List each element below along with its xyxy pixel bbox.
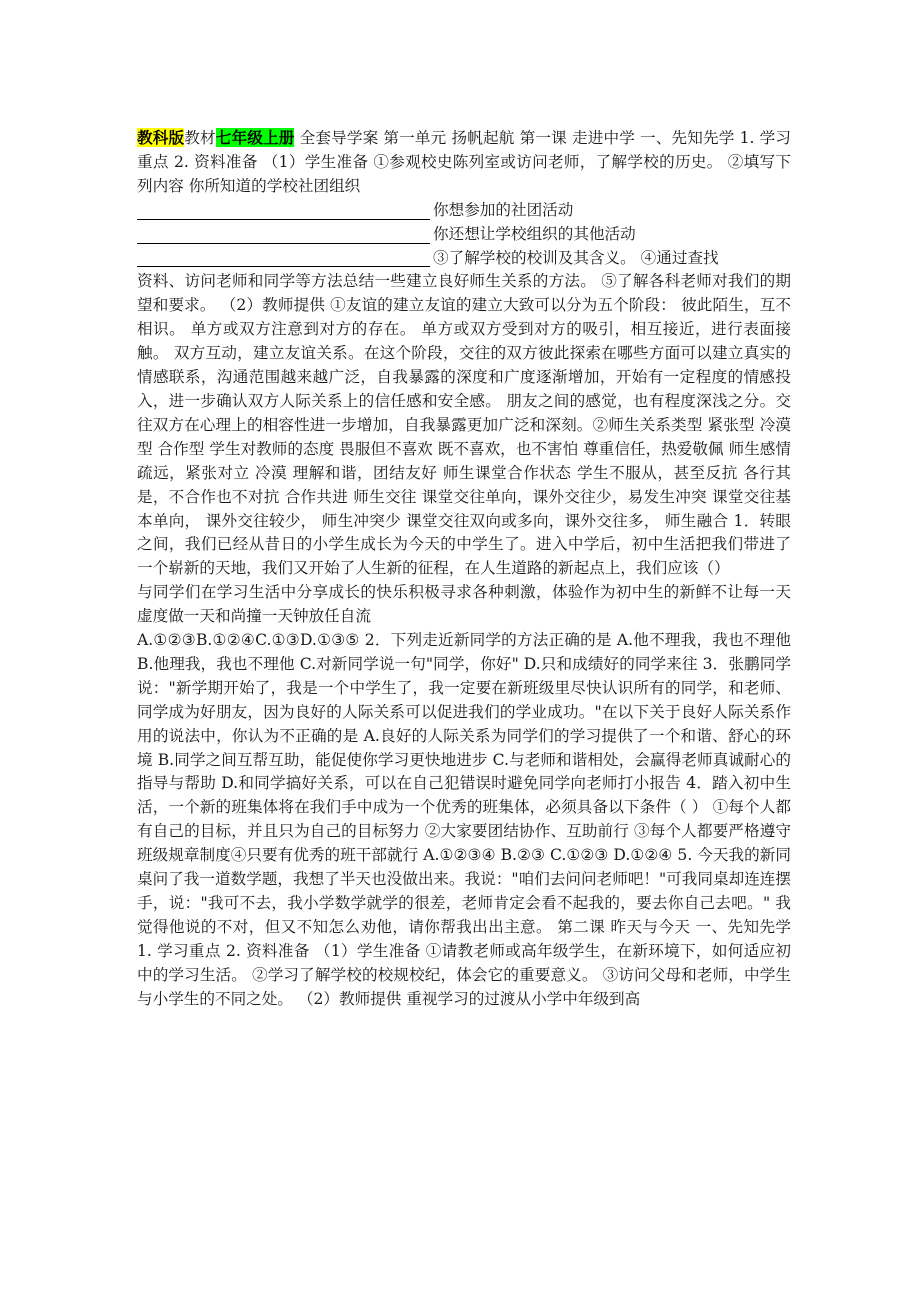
blank-labels [433,199,791,271]
blank-rule-2[interactable] [137,223,430,247]
blank-rule-1[interactable] [137,199,430,223]
blank-label-1: 你想参加的社团活动 [433,200,574,219]
document-body [137,126,791,1012]
paragraph-questions: A.①②③B.①②④C.①③D.①③⑤ 2．下列走近新同学的方法正确的是 A.他不理我，我也不理他 B.他理我，我也不理他 C.对新同学说一句"同学，你好" D.只和成绩好的同学来往 3．张鹏同学说："新学期开始了，我是一个中学生了，我一定要在新班级里尽快认识所有的同学，和老师、同学成为好朋友，因为良好的人际关系可以促进我们的学业成功。"在以下关于良好人际关系作用的说法中，你认为不正确的是 A.良好的人际关系为同学们的学习提供了一个和谐、舒心的环境 B.同学之间互帮互助，能促使你学习更快地进步 C.与老师和谐相处，会赢得老师真诚耐心的指导与帮助 D.和同学搞好关系，可以在自己犯错误时避免同学向老师打小报告 4．踏入初中生活，一个新的班集体将在我们手中成为一个优秀的班集体，必须具备以下条件（ ） ①每个人都有自己的目标，并且只为自己的目标努力 ②大家要团结协作、互助前行 ③每个人都要严格遵守班级规章制度④只要有优秀的班干部就行 A.①②③④ B.②③ C.①②③ D.①②④ 5. 今天我的新同桌问了我一道数学题，我想了半天也没做出来。我说："咱们去问问老师吧！"可我同桌却连连摆手，说："我可不去，我小学数学就学的很差，老师肯定会看不起我的，要去你自己去吧。" 我觉得他说的不对，但又不知怎么劝他，请你帮我出出主意。 第二课 昨天与今天 一、先知先学 1. 学习重点 2. 资料准备 （1）学生准备 ①请教老师或高年级学生，在新环境下，如何适应初中的学习生活。 ②学习了解学校的校规校纪，体会它的重要意义。 ③访问父母和老师，中学生与小学生的不同之处。 （2）教师提供 重视学习的过渡从小学中年级到高 [137,631,791,1008]
paragraph-option-items: 与同学们在学习生活中分享成长的快乐积极寻求各种刺激，体验作为初中生的新鲜不让每一天虚度做一天和尚撞一天钟放任自流 [137,583,791,626]
publisher-highlight: 教科版 [137,128,185,147]
title-rest: 全套导学案 第一单元 扬帆起航 第一课 走进中学 一、先知先学 1. 学习重点 2. 资料准备 （1）学生准备 ①参观校史陈列室或访问老师，了解学校的历史。 ②填写下列内容 你所知道的学校社团组织 [137,129,791,195]
blank-rule-3[interactable] [137,247,430,271]
grade-highlight: 七年级上册 [215,128,295,147]
paragraph-preparation: 资料、访问老师和同学等方法总结一些建立良好师生关系的方法。 ⑤了解各科老师对我们的期望和要求。 （2）教师提供 ①友谊的建立友谊的建立大致可以分为五个阶段： 彼此陌生，互不相识。 单方或双方注意到对方的存在。 单方或双方受到对方的吸引，相互接近，进行表面接触。 双方互动，建立友谊关系。在这个阶段，交往的双方彼此探索在哪些方面可以建立真实的情感联系，沟通范围越来越广泛，自我暴露的深度和广度逐渐增加，开始有一定程度的情感投入，进一步确认双方人际关系上的信任感和安全感。 朋友之间的感觉，也有程度深浅之分。交往双方在心理上的相容性进一步增加，自我暴露更加广泛和深刻。②师生关系类型 紧张型 冷漠型 合作型 学生对教师的态度 畏服但不喜欢 既不喜欢，也不害怕 尊重信任，热爱敬佩 师生感情 疏远，紧张对立 冷漠 理解和谐，团结友好 师生课堂合作状态 学生不服从，甚至反抗 各行其是，不合作也不对抗 合作共进 师生交往 课堂交往单向，课外交往少，易发生冲突 课堂交往基本单向， 课外交往较少， 师生冲突少 课堂交往双向或多向，课外交往多， 师生融合 1．转眼之间，我们已经从昔日的小学生成长为今天的中学生了。进入中学后，初中生活把我们带进了一个崭新的天地，我们又开始了人生新的征程，在人生道路的新起点上，我们应该（） [137,272,791,578]
publisher-suffix: 教材 [184,129,216,147]
blank-rules [137,199,430,271]
title-paragraph [137,126,791,199]
blank-label-3: ③了解学校的校训及其含义。 ④通过查找 [433,248,719,267]
fill-in-blanks-block [137,199,791,271]
blank-label-2: 你还想让学校组织的其他活动 [433,224,636,243]
